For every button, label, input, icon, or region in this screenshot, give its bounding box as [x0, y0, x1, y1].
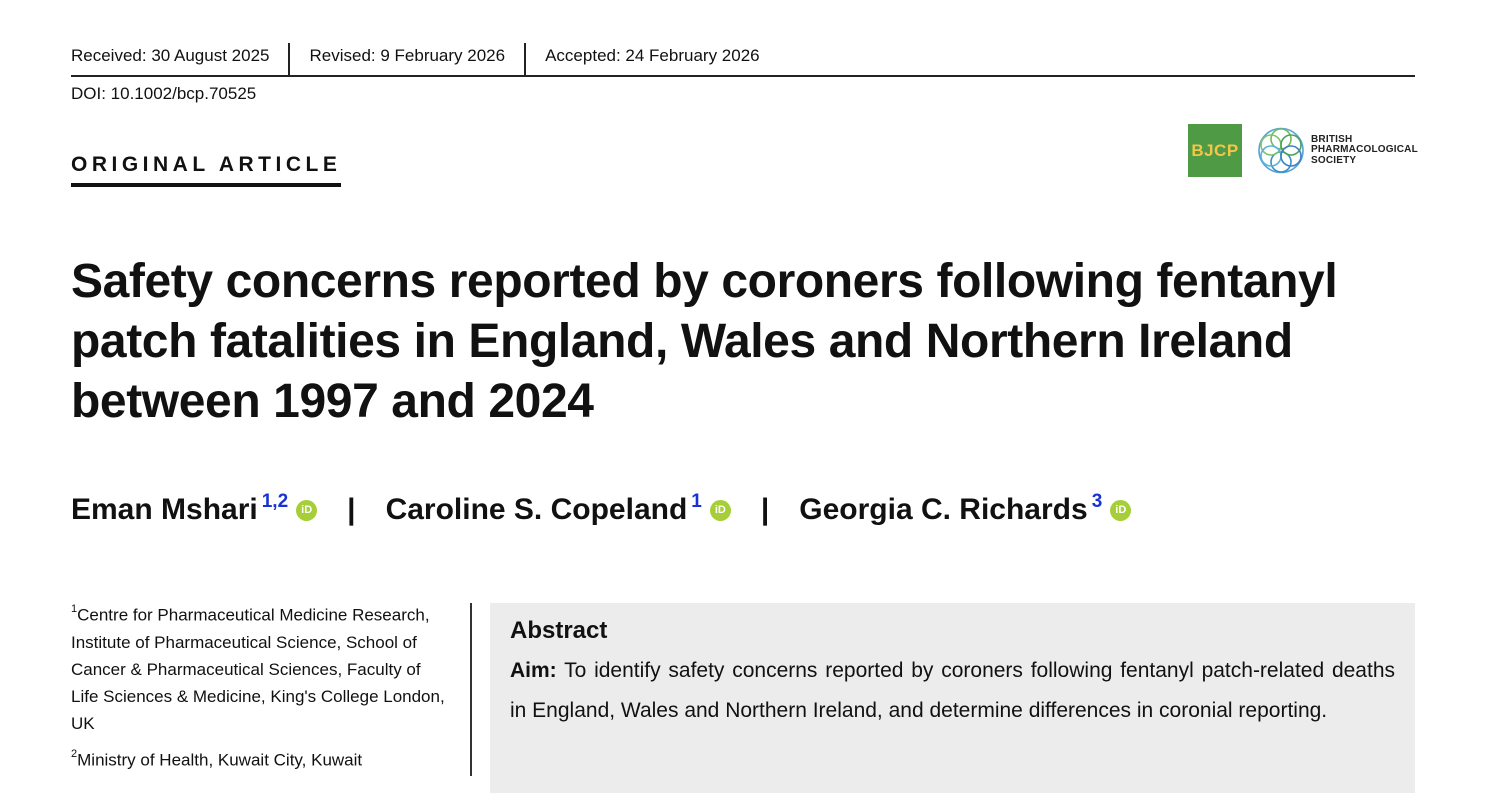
abstract-aim: Aim: To identify safety concerns reported by coroners following fentanyl patch-related deaths in England, Wales and Northern Ireland, and determine differences in coronial reporting. [510, 659, 1395, 722]
abstract-heading: Abstract [510, 617, 608, 644]
author-affiliation-link[interactable]: 1,2 [261, 491, 289, 512]
society-logo-icon [1255, 124, 1307, 177]
column-divider [470, 603, 472, 776]
affiliation: $^2$Ministry of Health, Kuwait City, Kuwait [71, 747, 363, 770]
logos [1188, 124, 1418, 177]
author-name: Eman Mshari [71, 493, 258, 526]
author-affiliation-link[interactable]: 3 [1091, 491, 1103, 512]
affiliations [71, 598, 451, 779]
received-date: Received: 30 August 2025 [71, 46, 270, 65]
author-affiliation-link[interactable]: 1 [691, 491, 702, 512]
date-separator [524, 43, 526, 75]
society-name: BRITISH PHARMACOLOGICAL SOCIETY [1311, 133, 1418, 166]
author-list [71, 493, 1131, 527]
section-label: ORIGINAL ARTICLE [71, 153, 341, 187]
publication-dates [71, 43, 1415, 77]
date-separator [288, 43, 290, 75]
journal-logo[interactable]: BJCP [1188, 124, 1242, 177]
affiliation: $^1$Centre for Pharmaceutical Medicine Research, Institute of Pharmaceutical Science, School of Cancer & Pharmaceutical Sciences, Faculty of Life Sciences & Medicine, King's College London, UK [71, 603, 445, 733]
orcid-icon[interactable]: iD [1110, 500, 1131, 521]
orcid-icon[interactable]: iD [296, 500, 317, 521]
accepted-date: Accepted: 24 February 2026 [545, 46, 760, 65]
orcid-icon[interactable]: iD [710, 500, 731, 521]
author-separator: | [760, 493, 770, 526]
author-name: Caroline S. Copeland [385, 493, 688, 526]
revised-date: Revised: 9 February 2026 [309, 46, 506, 65]
author-separator: | [347, 493, 356, 526]
author-name: Georgia C. Richards [799, 493, 1088, 526]
doi[interactable]: DOI: 10.1002/bcp.70525 [71, 84, 257, 103]
article-title: Safety concerns reported by coroners following fentanyl patch fatalities in England, Wales and Northern Ireland between 1997 and 2024 [71, 255, 1338, 428]
abstract-box [490, 603, 1415, 793]
